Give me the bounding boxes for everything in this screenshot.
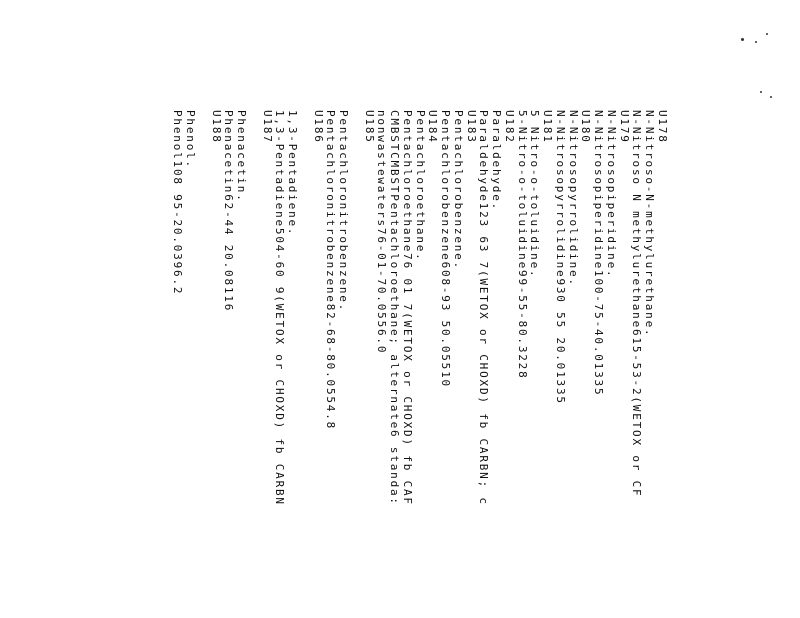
text-line: U180 (579, 110, 593, 144)
rotated-text-block (171, 110, 668, 618)
text-line: 5 Nitro-o-toluidine. (528, 110, 542, 279)
text-line: 1,3-Pentadiene. (286, 110, 300, 237)
text-line: U188 (209, 110, 223, 144)
scan-speck (770, 96, 772, 98)
text-line: Phenol. (184, 110, 198, 169)
text-line: Phenol108 95-20.0396.2 (171, 110, 185, 296)
text-line: Pentachlorobenzene608-93 50.05510 (439, 110, 453, 388)
text-line: U181 (541, 110, 555, 144)
text-line: N-Nitrosopyrrolidine930 55 20.01335 (554, 110, 567, 405)
text-line: U179 (617, 110, 631, 144)
scan-speck (760, 91, 762, 93)
text-line: U178 (656, 110, 669, 144)
text-line: U185 (362, 110, 376, 144)
text-line: U182 (503, 110, 516, 144)
text-line: U184 (426, 110, 440, 144)
text-line: Pentachloronitrobenzene82-68-80.0554.8 (324, 110, 338, 431)
text-line: N-Nitroso N methylurethane615-53-2(WETOX or CF (630, 110, 644, 498)
text-line: Paraldehyde123 63 7(WETOX or CHOXD) fb CARBN; c (477, 110, 491, 506)
text-line: Paraldehyde. (490, 110, 504, 212)
blank-line (196, 110, 209, 618)
text-line: U183 (464, 110, 478, 144)
scan-speck (741, 38, 744, 41)
text-line: nonwastewaters76-01-70.0556.0 (375, 110, 389, 355)
text-line: Pentachloroethane. (413, 110, 427, 262)
blank-line (247, 110, 260, 618)
scan-speck (755, 41, 757, 43)
text-line: U186 (311, 110, 325, 144)
text-line: 1,3-Pentadiene504-60 9(WETOX or CHOXD) fb CARBN (273, 110, 287, 506)
text-line: N-Nitrosopiperidine100-75-40.01335 (592, 110, 606, 397)
text-line: 5-Nitro-o-toluidine99-55-80.3228 (515, 110, 529, 380)
text-line: U187 (260, 110, 274, 144)
blank-line (349, 110, 362, 618)
text-line: N-Nitroso-N-methylurethane. (643, 110, 657, 338)
text-line: Pentachlorobenzene. (452, 110, 465, 271)
text-line: Pentachloronitrobenzene. (337, 110, 351, 313)
text-line: N-Nitrosopyrrolidine. (566, 110, 580, 287)
scan-speck (766, 33, 768, 35)
text-line: Pentachloroethane76 01 7(WETOX or CHOXD) fb CAF (401, 110, 414, 506)
text-line: Phenacetin62-44 20.08116 (222, 110, 236, 313)
text-line: Phenacetin. (235, 110, 249, 203)
text-line: N-Nitrosopiperidine. (605, 110, 618, 279)
blank-line (298, 110, 311, 618)
text-line: CMBSTCMBSTPentachloroethane; alternate6 standa: (388, 110, 402, 506)
